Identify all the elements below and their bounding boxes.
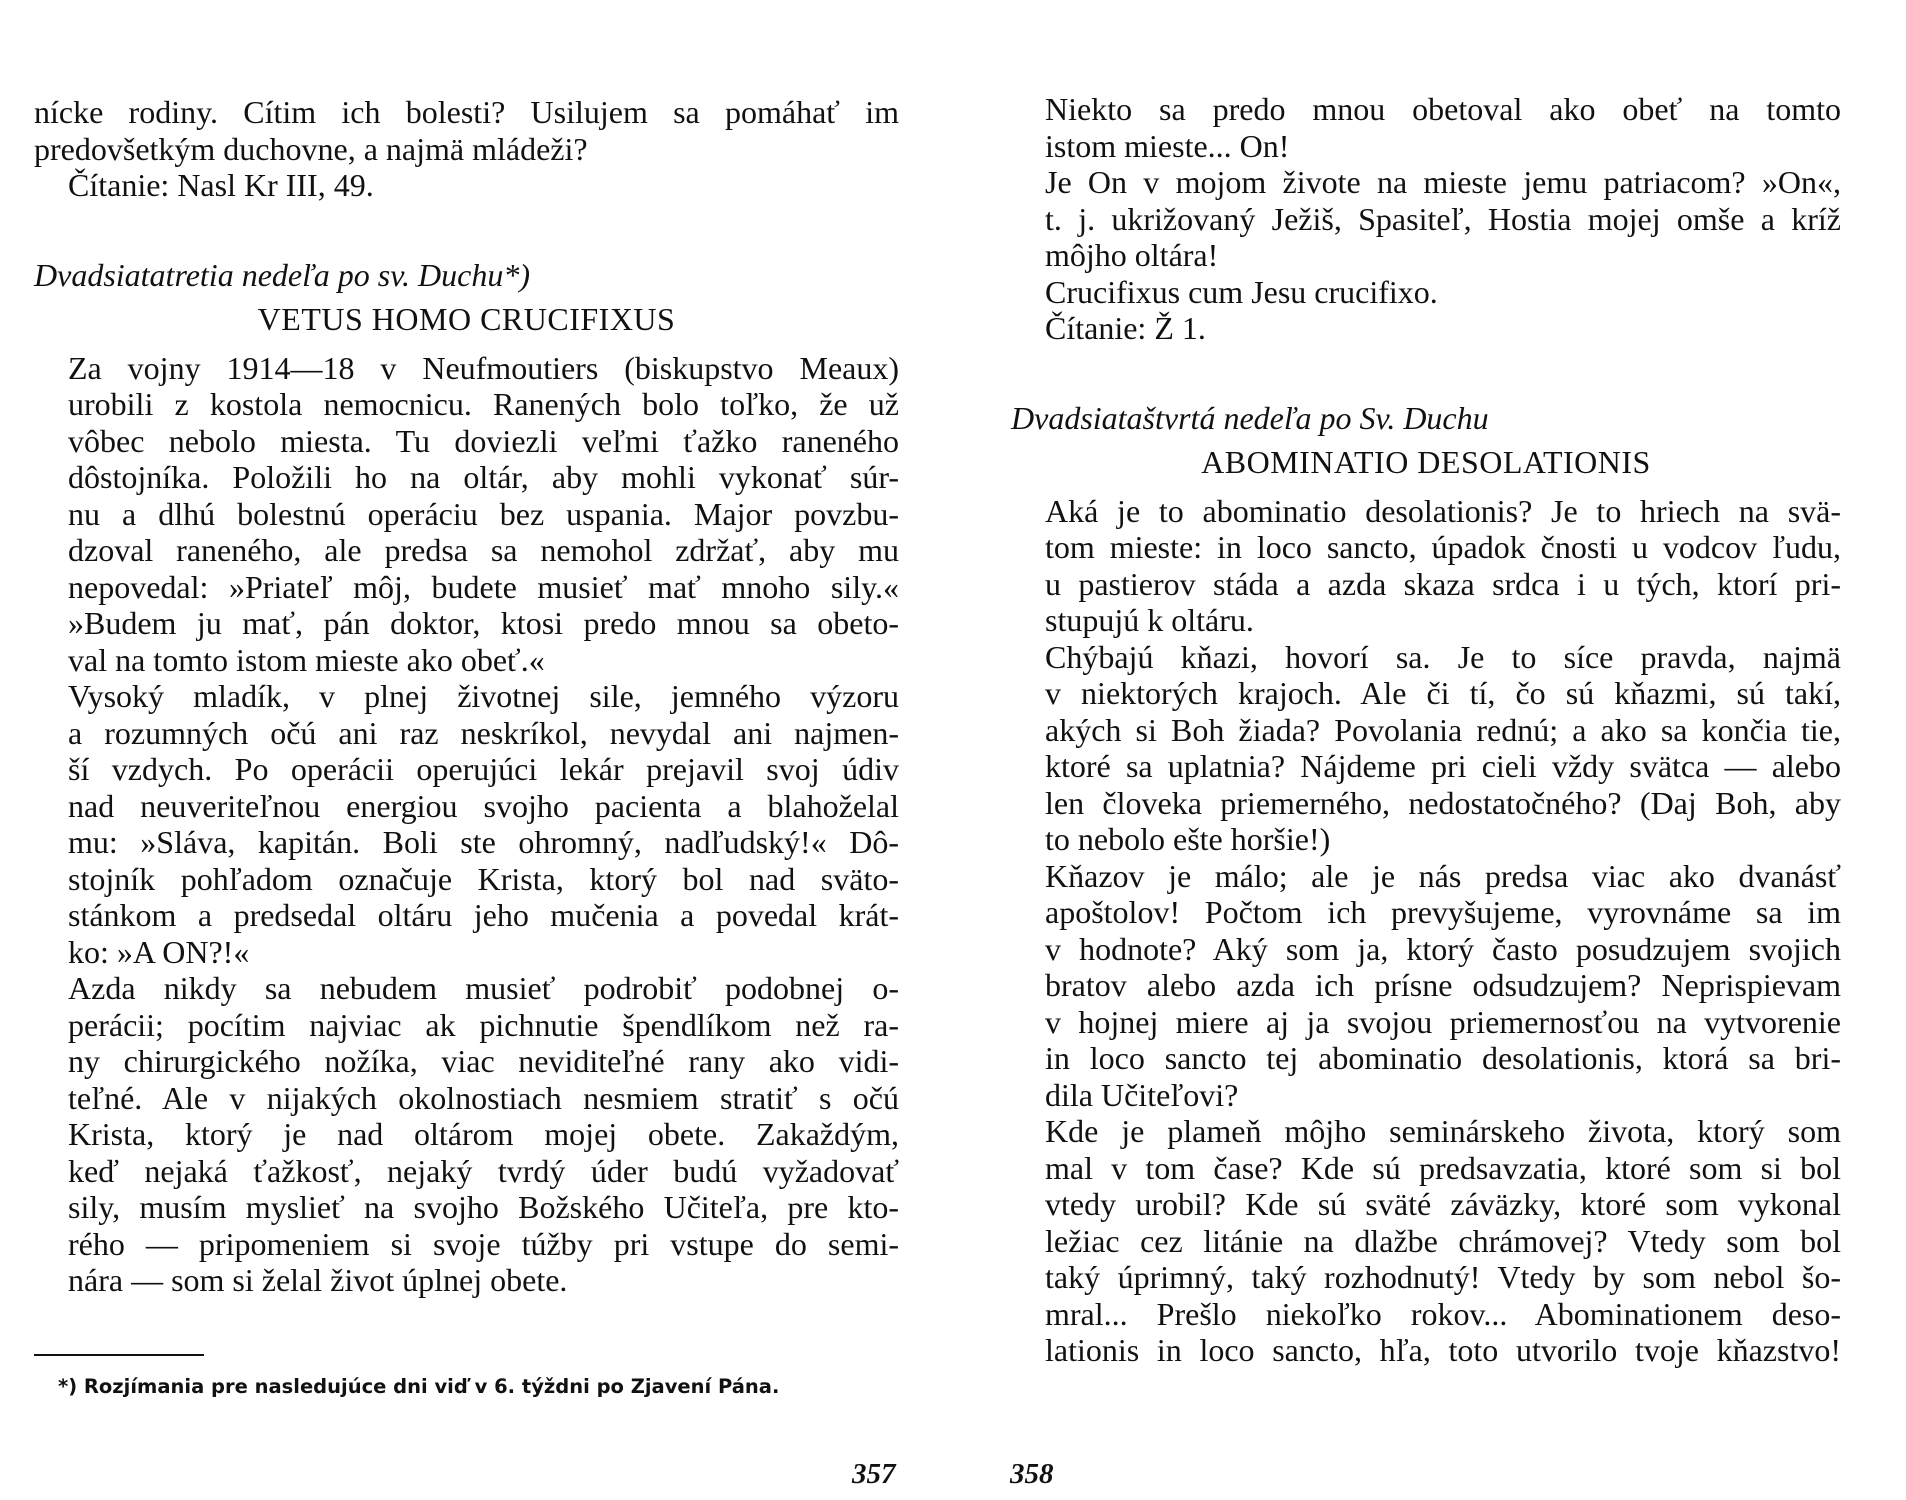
text-line: mal v tom čase? Kde sú predsavzatia, ktoré som si bol bbox=[1045, 1149, 1841, 1186]
text-line: val na tomto istom mieste ako obeť.« bbox=[68, 641, 545, 678]
text-line: Kde je plameň môjho seminárskeho života, ktorý som bbox=[1045, 1113, 1841, 1149]
text-line: ny chirurgického nožíka, viac neviditeľné rany ako vidi- bbox=[68, 1043, 899, 1079]
text-line: bratov alebo azda ich prísne odsudzujem? Neprispievam bbox=[1045, 967, 1841, 1003]
body-paragraph bbox=[1011, 493, 1841, 639]
text-line: Krista, ktorý je nad oltárom mojej obete. Zakaždým, bbox=[68, 1116, 899, 1152]
text-line: in loco sancto tej abominatio desolationis, ktorá sa bri- bbox=[1045, 1040, 1841, 1076]
text-line: Kňazov je málo; ale je nás predsa viac ako dvanásť bbox=[1045, 857, 1841, 894]
left-page-text-column bbox=[34, 94, 899, 1299]
text-line: t. j. ukrižovaný Ježiš, Spasiteľ, Hostia mojej omše a kríž bbox=[1045, 200, 1841, 237]
footnote-divider bbox=[34, 1354, 204, 1356]
text-line: mu: »Sláva, kapitán. Boli ste ohromný, nadľudský!« Dô- bbox=[68, 824, 899, 860]
text-line: to nebolo ešte horšie!) bbox=[1045, 821, 1331, 857]
text-line: u pastierov stáda a azda skaza srdca i u tých, ktorí pri- bbox=[1045, 565, 1841, 602]
text-line: predovšetkým duchovne, a najmä mládeži? bbox=[34, 130, 588, 167]
text-line: lationis in loco sancto, hľa, toto utvorilo tvoje kňazstvo! bbox=[1045, 1332, 1841, 1368]
text-line: rého — pripomeniem si svoje túžby pri vstupe do semi- bbox=[68, 1225, 899, 1262]
text-line: dzoval raneného, ale predsa sa nemohol zdržať, aby mu bbox=[68, 532, 899, 568]
text-line: ší vzdych. Po operácii operujúci lekár prejavil svoj údiv bbox=[68, 751, 899, 787]
text-line: keď nejaká ťažkosť, nejaký tvrdý úder budú vyžadovať bbox=[68, 1152, 899, 1189]
text-line: dila Učiteľovi? bbox=[1045, 1076, 1239, 1113]
body-paragraph bbox=[1011, 858, 1841, 1114]
footnote: *) Rozjímania pre nasledujúce dni viď v 6. týždni po Zjavení Pána. bbox=[58, 1375, 780, 1398]
text-line: urobili z kostola nemocnicu. Ranených bolo toľko, že už bbox=[68, 386, 899, 422]
text-line: nu a dlhú bolestnú operáciu bez uspania. Major povzbu- bbox=[68, 495, 899, 532]
text-line: Aká je to abominatio desolationis? Je to hriech na svä- bbox=[1045, 492, 1841, 529]
section-title: ABOMINATIO DESOLATIONIS bbox=[1201, 444, 1651, 480]
reading-reference: Čítanie: Ž 1. bbox=[1045, 310, 1206, 346]
text-line: Vysoký mladík, v plnej životnej sile, jemného výzoru bbox=[68, 678, 899, 714]
text-line: nad neuveriteľnou energiou svojho pacienta a blahoželal bbox=[68, 787, 899, 824]
right-page-text-column bbox=[1011, 91, 1841, 1369]
text-line: teľné. Ale v nijakých okolnostiach nesmiem stratiť s očú bbox=[68, 1079, 899, 1116]
text-line: sily, musím myslieť na svojho Božského Učiteľa, pre kto- bbox=[68, 1189, 899, 1225]
text-line: nícke rodiny. Cítim ich bolesti? Usilujem sa pomáhať im bbox=[34, 94, 899, 130]
text-line: ktoré sa uplatnia? Nájdeme pri cieli vždy svätca — alebo bbox=[1045, 748, 1841, 784]
text-line: len človeka priemerného, nedostatočného? (Daj Boh, aby bbox=[1045, 784, 1841, 821]
text-line: nára — som si želal život úplnej obete. bbox=[68, 1262, 568, 1298]
text-line: Azda nikdy sa nebudem musieť podrobiť podobnej o- bbox=[68, 970, 899, 1006]
reading-reference: Čítanie: Nasl Kr III, 49. bbox=[68, 167, 374, 203]
right-page bbox=[953, 0, 1906, 1500]
text-line: ležiac cez litánie na dlažbe chrámovej? Vtedy som bol bbox=[1045, 1222, 1841, 1259]
text-line: apoštolov! Počtom ich prevyšujeme, vyrovnáme sa im bbox=[1045, 894, 1841, 930]
latin-line: Crucifixus cum Jesu crucifixo. bbox=[1045, 273, 1438, 310]
text-line: stánkom a predsedal oltáru jeho mučenia a povedal krát- bbox=[68, 897, 899, 933]
intro-paragraph bbox=[34, 94, 899, 167]
text-line: Chýbajú kňazi, hovorí sa. Je to síce pravda, najmä bbox=[1045, 638, 1841, 675]
body-paragraph bbox=[1011, 639, 1841, 858]
text-line: dôstojníka. Položili ho na oltár, aby mohli vykonať súr- bbox=[68, 459, 899, 495]
text-line: Niekto sa predo mnou obetoval ako obeť na tomto bbox=[1045, 91, 1841, 127]
section-title: VETUS HOMO CRUCIFIXUS bbox=[257, 301, 676, 337]
text-line: nepovedal: »Priateľ môj, budete musieť mať mnoho sily.« bbox=[68, 568, 899, 605]
text-line: môjho oltára! bbox=[1045, 237, 1219, 273]
page-number: 357 bbox=[852, 1458, 896, 1490]
section-heading: Dvadsiataštvrtá nedeľa po Sv. Duchu bbox=[1011, 399, 1489, 436]
text-line: istom mieste... On! bbox=[1045, 127, 1290, 164]
text-line: v hodnote? Aký som ja, ktorý často posudzujem svojich bbox=[1045, 930, 1841, 967]
text-line: a rozumných očú ani raz neskríkol, nevydal ani najmen- bbox=[68, 714, 899, 751]
text-line: taký úprimný, taký rozhodnutý! Vtedy by som nebol šo- bbox=[1045, 1259, 1841, 1295]
body-paragraph bbox=[1011, 91, 1841, 164]
text-line: stojník pohľadom označuje Krista, ktorý bol nad sväto- bbox=[68, 860, 899, 897]
text-line: mral... Prešlo niekoľko rokov... Abominationem deso- bbox=[1045, 1295, 1841, 1332]
body-paragraph bbox=[34, 970, 899, 1299]
text-line: »Budem ju mať, pán doktor, ktosi predo mnou sa obeto- bbox=[68, 605, 899, 641]
text-line: Za vojny 1914—18 v Neufmoutiers (biskupstvo Meaux) bbox=[68, 349, 899, 386]
text-line: perácii; pocítim najviac ak pichnutie špendlíkom než ra- bbox=[68, 1006, 899, 1043]
text-line: vtedy urobil? Kde sú sväté záväzky, ktoré som vykonal bbox=[1045, 1186, 1841, 1222]
text-line: akých si Boh žiada? Povolania rednú; a ako sa končia tie, bbox=[1045, 711, 1841, 748]
body-paragraph bbox=[34, 350, 899, 679]
text-line: v niektorých krajoch. Ale či tí, čo sú kňazmi, sú takí, bbox=[1045, 675, 1841, 711]
body-paragraph bbox=[34, 678, 899, 970]
body-paragraph bbox=[1011, 164, 1841, 274]
text-line: v hojnej miere aj ja svojou priemernosťou na vytvorenie bbox=[1045, 1003, 1841, 1040]
text-line: tom mieste: in loco sancto, úpadok čnosti u vodcov ľudu, bbox=[1045, 529, 1841, 565]
text-line: ko: »A ON?!« bbox=[68, 933, 250, 970]
section-heading: Dvadsiatatretia nedeľa po sv. Duchu*) bbox=[34, 256, 530, 293]
text-line: Je On v mojom živote na mieste jemu patriacom? »On«, bbox=[1045, 164, 1841, 200]
text-line: vôbec nebolo miesta. Tu doviezli veľmi ťažko raneného bbox=[68, 422, 899, 459]
page-number: 358 bbox=[1010, 1458, 1054, 1490]
text-line: stupujú k oltáru. bbox=[1045, 602, 1254, 638]
body-paragraph bbox=[1011, 1113, 1841, 1369]
